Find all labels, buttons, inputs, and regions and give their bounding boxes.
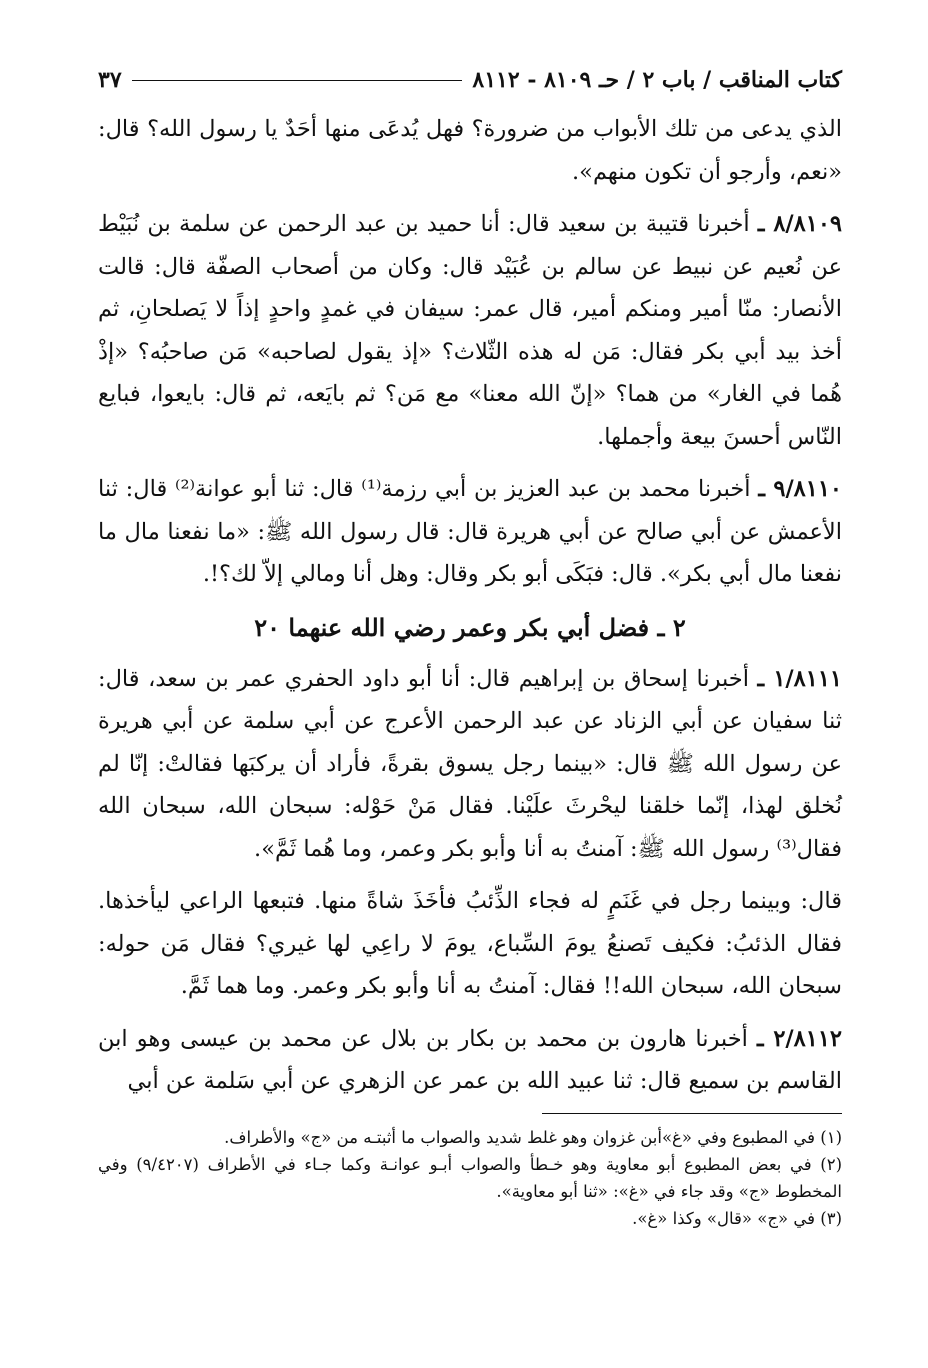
footnotes: [98, 1124, 842, 1232]
hadith-number: ٨/٨١٠٩ ـ: [757, 211, 842, 237]
hadith-8112: [98, 1018, 842, 1103]
hadith-8111: [98, 658, 842, 871]
paragraph-wolf: [98, 880, 842, 1008]
header-rule: [132, 80, 463, 81]
paragraph-text: قال: وبينما رجل في غَنَمٍ له فجاء الذِّئبُ فأخَذَ شاةً منها. فتبعها الراعي ليأخذها. فقال الذئبُ: فكيف تَصنعُ يومَ السِّباع، يومَ لا راعِي لها غيري؟ فقال مَن حوله: سبحان الله، سبحان الله!! فقال: آمنتُ به أنا وأبو بكر وعمر. وما هما ثَمَّ.: [98, 888, 842, 999]
hadith-8109: [98, 203, 842, 458]
hadith-number: ١/٨١١١ ـ: [757, 665, 842, 692]
footnote-separator: [542, 1113, 842, 1114]
hadith-number: ٢/٨١١٢ ـ: [756, 1025, 842, 1052]
footnote-3: (٣) في «ج» «قال» وكذا «غ».: [632, 1208, 842, 1228]
header-title: كتاب المناقب / باب ٢ / حـ ٨١٠٩ - ٨١١٢: [472, 67, 842, 93]
footnote-1: (١) في المطبوع وفي «غ»أبن غزوان وهو غلط شديد والصواب ما أثبتـه من «ج» والأطراف.: [224, 1127, 842, 1147]
paragraph-text: أخبرنا هارون بن محمد بن بكار بن بلال عن محمد بن عيسى وهو ابن القاسم بن سميع قال: ثنا عبيد الله بن عمر عن الزهري عن أبي سَلمة عن أبي: [98, 1025, 842, 1094]
paragraph-text: الذي يدعى من تلك الأبواب من ضرورة؟ فهل يُدعَى منها أحَدٌ يا رسول الله؟ قال: «نعم، وأرجو أن تكون منهم».: [98, 116, 842, 185]
paragraph-text: أخبرنا إسحاق بن إبراهيم قال: أنا أبو داود الحفري عمر بن سعد، قال: ثنا سفيان عن أبي الزناد عن عبد الرحمن الأعرج عن أبي سلمة عن أبي هريرة عن رسول الله ﷺ قال: «بينما رجل يسوق بقرةً، فأراد أن يركبَها فقالتْ: إنّا لم نُخلق لهذا، إنّما خلقنا ليحْرثَ علَيْنا. فقال مَنْ حَوْله: سبحان الله، سبحان الله فقال⁽³⁾ رسول الله ﷺ: آمنتُ به أنا وأبو بكر وعمر، وما هُما ثَمَّ».: [98, 665, 842, 862]
footnote-2: (٢) في بعض المطبوع أبو معاوية وهو خـطأ والصواب أبـو عوانـة وكما جـاء في الأطراف (٩/٤٢٠٧) وفي المخطوط «ج» وقد جاء في «غ»: «ثنا أبو معاوية».: [98, 1154, 842, 1201]
body-text: [98, 108, 842, 1103]
hadith-8110: [98, 468, 842, 596]
running-header: [98, 58, 842, 102]
paragraph-text: أخبرنا قتيبة بن سعيد قال: أنا حميد بن عبد الرحمن عن سلمة بن نُبَيْط عن نُعيم عن نبيط عن سالم بن عُبَيْد قال: وكان من أصحاب الصفّة قال: قالت الأنصار: منّا أمير ومنكم أمير، قال عمر: سيفان في غمدٍ واحدٍ إذاً لا يَصلحانِ، ثم أخذ بيد أبي بكر فقال: مَن له هذه الثّلاث؟ «إذ يقول لصاحبه» مَن صاحبُه؟ «إذْ هُما في الغار» من هما؟ «إنّ الله معنا» مع مَن؟ ثم بايَعه، ثم قال: بايعوا، فبايع النّاس أحسنَ بيعة وأجملها.: [98, 211, 842, 450]
page-number: ٣٧: [98, 67, 122, 93]
hadith-number: ٩/٨١١٠ ـ: [758, 476, 843, 502]
paragraph-continuation: [98, 108, 842, 193]
paragraph-text: أخبرنا محمد بن عبد العزيز بن أبي رزمة⁽¹⁾ قال: ثنا أبو عوانة⁽²⁾ قال: ثنا الأعمش عن أبي صالح عن أبي هريرة قال: قال رسول الله ﷺ: «ما نفعنا مال ما نفعنا مال أبي بكر». قال: فبَكَى أبو بكر وقال: وهل أنا ومالي إلاّ لك؟!.: [98, 476, 842, 587]
chapter-heading: ٢ ـ فضل أبي بكر وعمر رضي الله عنهما ٢٠: [254, 612, 686, 642]
